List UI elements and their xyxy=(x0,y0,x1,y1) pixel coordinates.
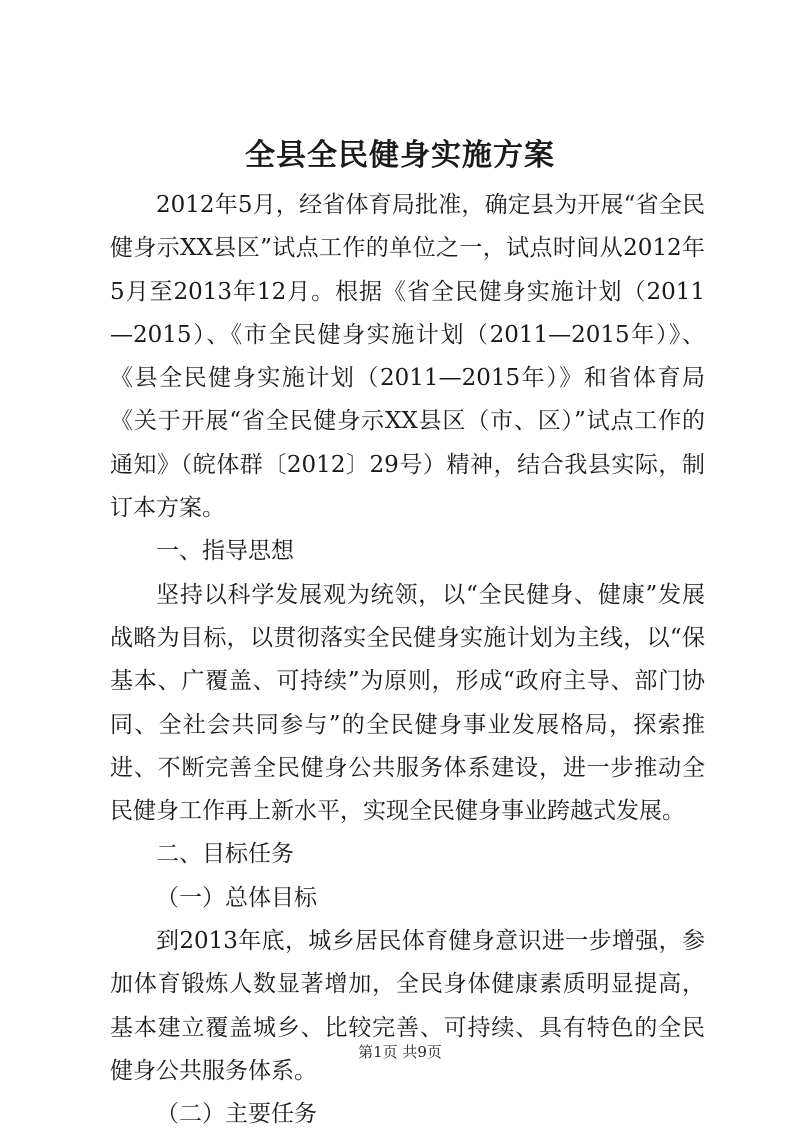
subsection-heading-main-tasks: （二）主要任务 xyxy=(156,1101,317,1128)
section-heading-guiding-ideology: 一、指导思想 xyxy=(156,538,294,565)
section-heading-goals-tasks: 二、目标任务 xyxy=(156,841,294,868)
document-title: 全县全民健身实施方案 xyxy=(245,138,555,173)
page-footer: 第1页 共9页 xyxy=(358,1043,442,1061)
overall-goal-paragraph: 到2013年底，城乡居民体育健身意识进一步增强，参加体育锻炼人数显著增加，全民身体健康素质明显提高，基本建立覆盖城乡、比较完善、可持续、具有特色的全民健身公共服务体系。 xyxy=(110,928,705,1084)
subsection-heading-overall-goal: （一）总体目标 xyxy=(156,884,317,911)
document-body xyxy=(110,184,705,1137)
intro-paragraph: 2012年5月，经省体育局批准，确定县为开展“省全民健身示XX县区”试点工作的单位之一，试点时间从2012年5月至2013年12月。根据《省全民健身实施计划（2011—2015）、《市全民健身实施计划（2011—2015年）》、《县全民健身实施计划（2011—2015年）》和省体育局《关于开展“省全民健身示XX县区（市、区）”试点工作的通知》（皖体群〔2012〕29号）精神，结合我县实际，制订本方案。 xyxy=(110,192,705,522)
guiding-ideology-paragraph: 坚持以科学发展观为统领，以“全民健身、健康”发展战略为目标，以贯彻落实全民健身实施计划为主线，以“保基本、广覆盖、可持续”为原则，形成“政府主导、部门协同、全社会共同参与”的全民健身事业发展格局，探索推进、不断完善全民健身公共服务体系建设，进一步推动全民健身工作再上新水平，实现全民健身事业跨越式发展。 xyxy=(110,581,705,825)
